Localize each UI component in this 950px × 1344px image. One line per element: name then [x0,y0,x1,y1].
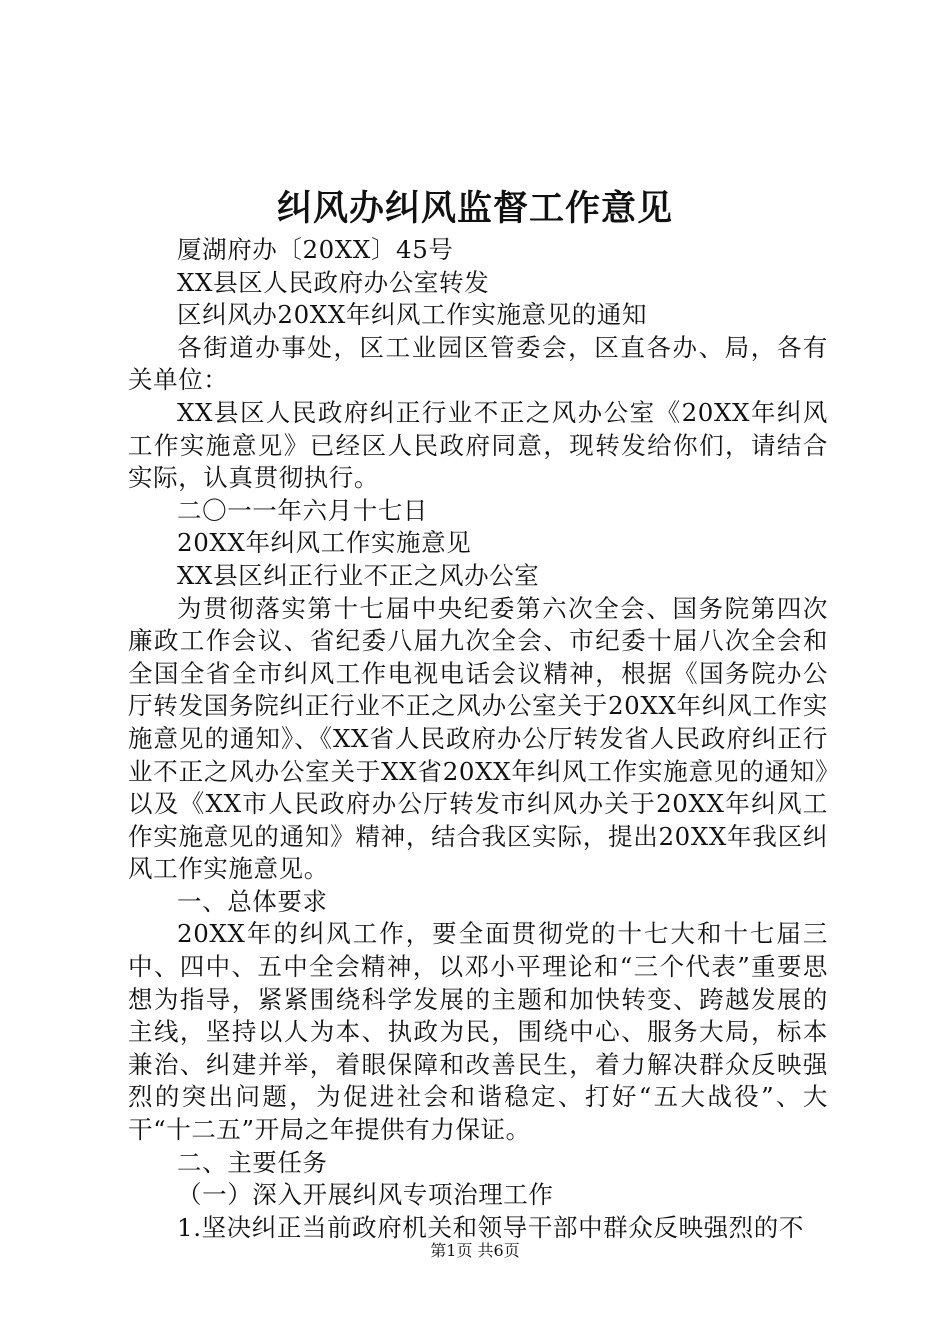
subsection-heading-1: （一）深入开展纠风专项治理工作 [177,1180,554,1210]
issuing-office: XX县区纠正行业不正之风办公室 [177,560,540,590]
document-title: 纠风办纠风监督工作意见 [276,188,673,229]
issue-date: 二〇一一年六月十七日 [177,495,428,525]
recipients: 各街道办事处，区工业园区管委会，区直各办、局，各有关单位： [128,332,828,395]
opinion-title: 20XX年纠风工作实施意见 [177,528,472,558]
page-footer: 第1页 共6页 [430,1241,520,1260]
intro-paragraph: 为贯彻落实第十七届中央纪委第六次全会、国务院第四次廉政工作会议、省纪委八届九次全会、市纪委十届八次全会和全国全省全市纠风工作电视电话会议精神，根据《国务院办公厅转发国务院纠正行业不正之风办公室关于20XX年纠风工作实施意见的通知》、《XX省人民政府办公厅转发省人民政府纠正行业不正之风办公室关于XX省20XX年纠风工作实施意见的通知》以及《XX市人民政府办公厅转发市纠风办关于20XX年纠风工作实施意见的通知》精神，结合我区实际，提出20XX年我区纠风工作实施意见。 [128,593,828,884]
forwarding-office: XX县区人民政府办公室转发 [177,267,490,297]
notice-title: 区纠风办20XX年纠风工作实施意见的通知 [177,300,648,330]
section-heading-1: 一、总体要求 [177,886,328,916]
general-requirements-paragraph: 20XX年的纠风工作，要全面贯彻党的十七大和十七届三中、四中、五中全会精神，以邓小平理论和“三个代表”重要思想为指导，紧紧围绕科学发展的主题和加快转变、跨越发展的主线，坚持以人为本、执政为民，围绕中心、服务大局，标本兼治、纠建并举，着眼保障和改善民生，着力解决群众反映强烈的突出问题，为促进社会和谐稳定、打好“五大战役”、大干“十二五”开局之年提供有力保证。 [128,919,828,1145]
section-heading-2: 二、主要任务 [177,1147,328,1177]
forwarding-paragraph: XX县区人民政府纠正行业不正之风办公室《20XX年纠风工作实施意见》已经区人民政府同意，现转发给你们，请结合实际，认真贯彻执行。 [128,397,828,493]
doc-number: 厦湖府办〔20XX〕45号 [177,235,454,264]
item-1-paragraph: 1.坚决纠正当前政府机关和领导干部中群众反映强烈的不 [177,1212,804,1242]
document-body [128,234,828,1244]
